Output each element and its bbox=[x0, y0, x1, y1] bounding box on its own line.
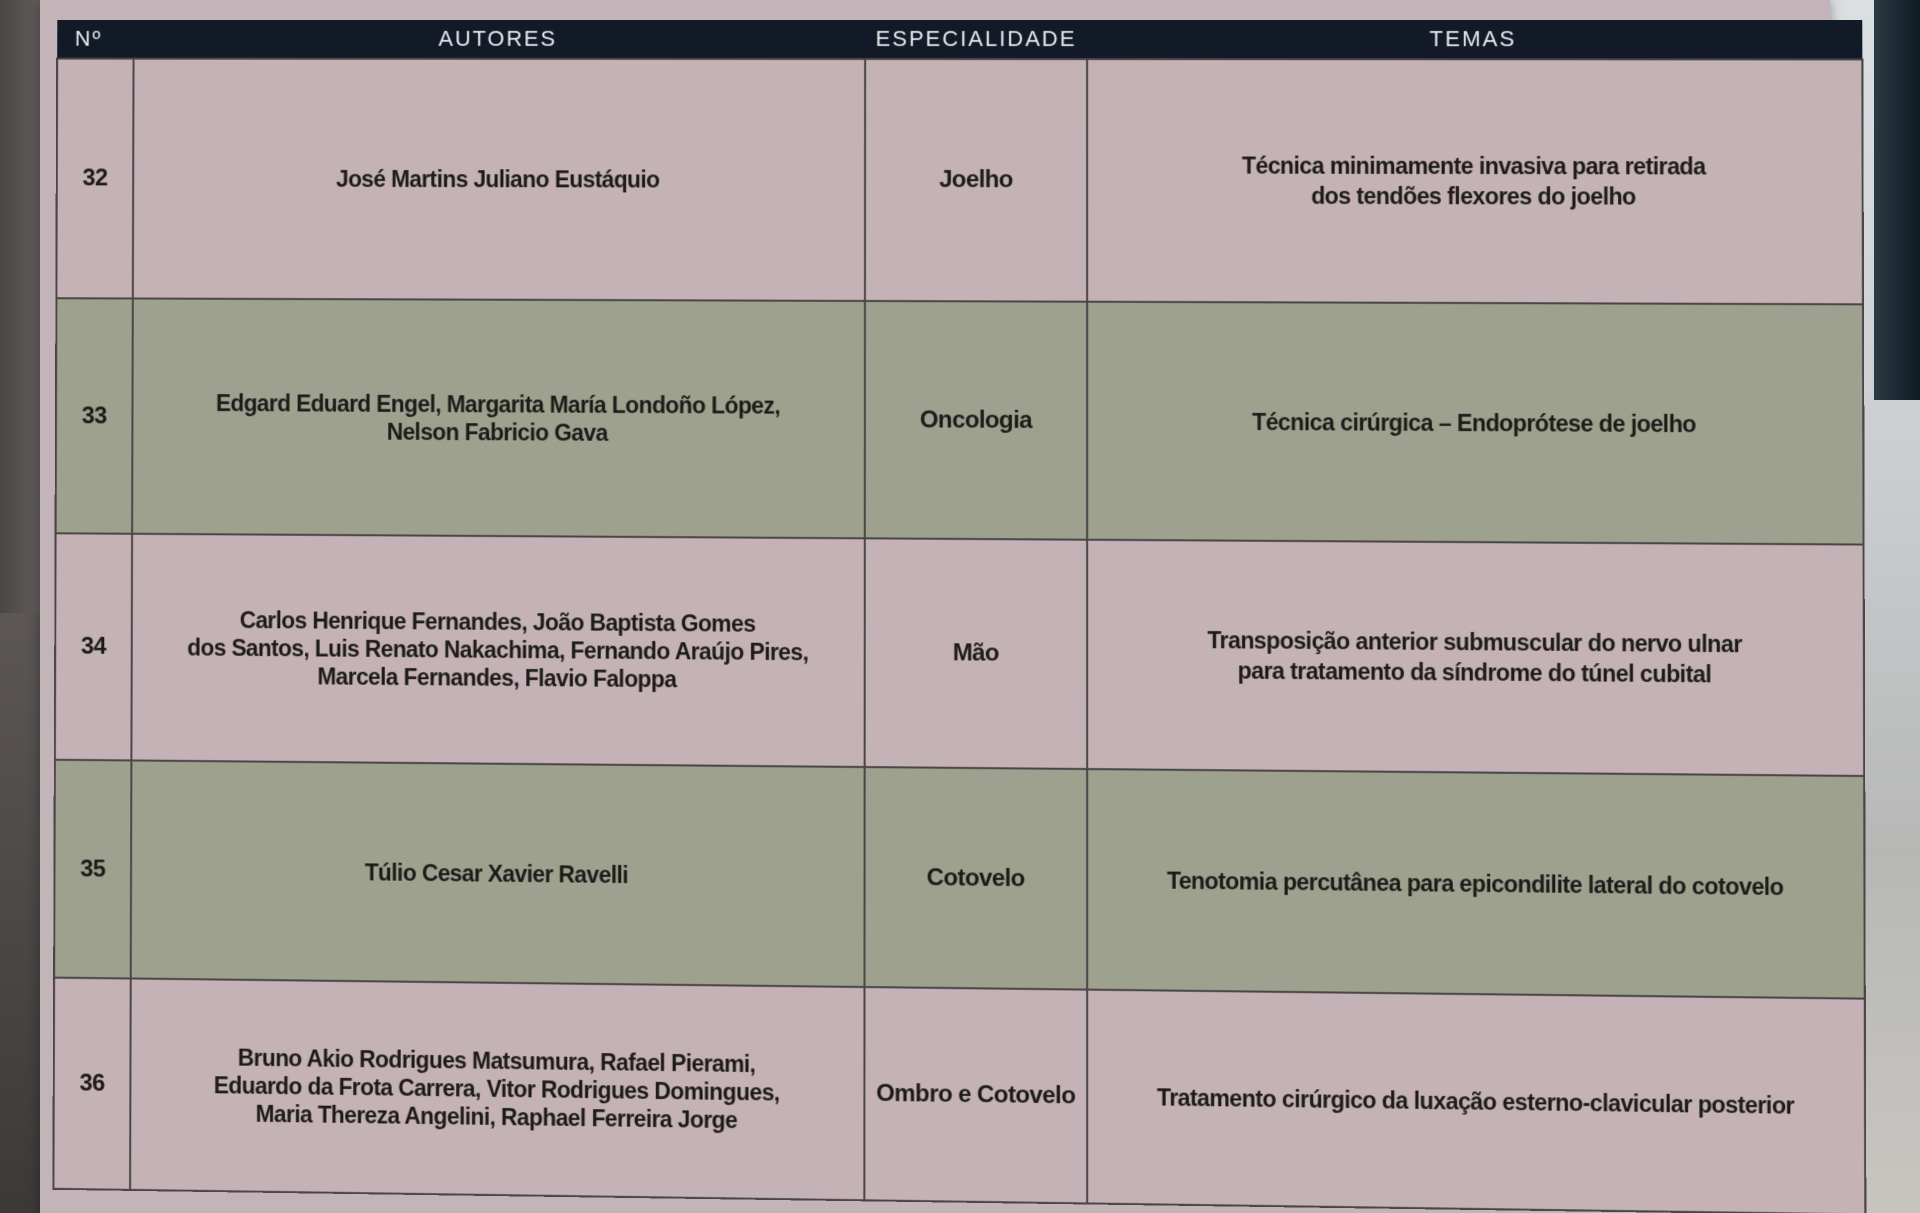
row-specialty: Cotovelo bbox=[864, 767, 1087, 990]
row-theme bbox=[1087, 990, 1865, 1213]
author-line: José Martins Juliano Eustáquio bbox=[336, 165, 660, 193]
schedule-table bbox=[52, 20, 1866, 1213]
theme-line: Técnica cirúrgica – Endoprótese de joelho bbox=[1252, 408, 1696, 437]
row-number: 32 bbox=[56, 59, 133, 299]
theme-line: dos tendões flexores do joelho bbox=[1311, 182, 1636, 210]
row-number: 33 bbox=[56, 298, 133, 534]
row-authors bbox=[132, 298, 865, 538]
header-authors: AUTORES bbox=[134, 20, 866, 59]
row-theme bbox=[1087, 59, 1863, 304]
row-theme bbox=[1087, 540, 1864, 776]
schedule-table-wrapper bbox=[52, 20, 1864, 1213]
header-themes: TEMAS bbox=[1087, 20, 1862, 59]
row-specialty: Mão bbox=[865, 539, 1088, 769]
table-row bbox=[54, 760, 1865, 999]
author-line: Maria Thereza Angelini, Raphael Ferreira Jorge bbox=[255, 1100, 738, 1134]
theme-line: Transposição anterior submuscular do nervo ulnar bbox=[1207, 627, 1742, 658]
author-line: Eduardo da Frota Carrera, Vitor Rodrigues Domingues, bbox=[213, 1072, 780, 1106]
row-specialty: Joelho bbox=[865, 59, 1087, 301]
header-number: Nº bbox=[57, 20, 133, 59]
theme-line: Tratamento cirúrgico da luxação esterno-clavicular posterior bbox=[1156, 1084, 1795, 1120]
theme-line: para tratamento da síndrome do túnel cubital bbox=[1237, 657, 1712, 688]
row-number: 35 bbox=[54, 760, 131, 979]
row-specialty: Oncologia bbox=[865, 301, 1087, 540]
theme-line: Tenotomia percutânea para epicondilite lateral do cotovelo bbox=[1166, 867, 1784, 900]
table-header-row bbox=[57, 20, 1862, 59]
author-line: Marcela Fernandes, Flavio Faloppa bbox=[317, 663, 677, 693]
author-line: dos Santos, Luis Renato Nakachima, Fernando Araújo Pires, bbox=[187, 634, 809, 666]
table-row bbox=[53, 978, 1865, 1213]
author-line: Edgard Eduard Engel, Margarita María Londoño López, bbox=[215, 389, 781, 419]
row-authors bbox=[131, 760, 865, 987]
author-line: Carlos Henrique Fernandes, João Baptista Gomes bbox=[239, 607, 756, 637]
background-monitor-edge bbox=[1874, 0, 1920, 400]
row-number: 36 bbox=[53, 978, 130, 1190]
row-theme bbox=[1087, 301, 1863, 545]
header-specialty: ESPECIALIDADE bbox=[865, 20, 1087, 59]
row-theme bbox=[1087, 769, 1865, 999]
row-authors bbox=[130, 979, 864, 1200]
table-row bbox=[56, 59, 1863, 304]
row-specialty: Ombro e Cotovelo bbox=[864, 987, 1087, 1203]
author-line: Nelson Fabricio Gava bbox=[386, 418, 608, 446]
row-authors bbox=[131, 534, 864, 767]
theme-line: Técnica minimamente invasiva para retirada bbox=[1241, 152, 1706, 180]
author-line: Túlio Cesar Xavier Ravelli bbox=[364, 859, 629, 888]
table-row bbox=[55, 534, 1864, 776]
row-number: 34 bbox=[55, 534, 132, 761]
row-authors bbox=[133, 59, 865, 301]
author-line: Bruno Akio Rodrigues Matsumura, Rafael Pierami, bbox=[237, 1044, 756, 1078]
table-row bbox=[56, 298, 1864, 545]
